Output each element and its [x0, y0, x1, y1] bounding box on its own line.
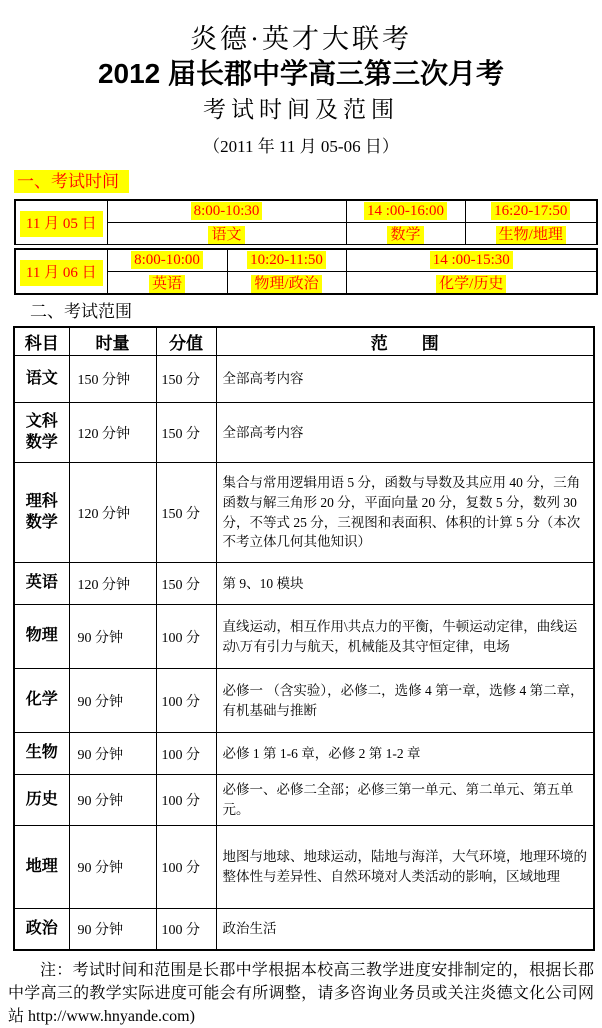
day2-slot3-subject-cell — [346, 272, 597, 295]
day1-time-row — [15, 200, 597, 223]
duration-value: 120 分钟 — [69, 563, 156, 605]
table-row-science-math — [14, 463, 594, 563]
range-text: 全部高考内容 — [216, 403, 594, 463]
score-value: 150 分 — [156, 403, 216, 463]
range-text: 全部高考内容 — [216, 356, 594, 403]
day1-slot2-time: 14 :00-16:00 — [364, 202, 447, 220]
duration-value: 90 分钟 — [69, 909, 156, 951]
exam-date-range: （2011 年 11 月 05-06 日） — [203, 137, 399, 156]
subject-name: 历史 — [14, 775, 69, 826]
day1-slot3-time: 16:20-17:50 — [491, 202, 570, 220]
table-row-chemistry — [14, 669, 594, 733]
day2-slot1-subject: 英语 — [149, 275, 185, 293]
table-row-politics — [14, 909, 594, 951]
day1-slot1-subject: 语文 — [208, 226, 244, 244]
scope-header-subject: 科目 — [14, 327, 69, 356]
subject-name: 地理 — [14, 826, 69, 909]
table-row-history — [14, 775, 594, 826]
section-exam-scope-heading: 二、考试范围 — [30, 302, 132, 321]
duration-value: 120 分钟 — [69, 403, 156, 463]
table-row-biology — [14, 733, 594, 775]
scope-header-row — [14, 327, 594, 356]
day1-slot3-subject: 生物/地理 — [496, 226, 566, 244]
duration-value: 90 分钟 — [69, 775, 156, 826]
day1-slot2-time-cell — [346, 200, 465, 223]
range-text: 直线运动，相互作用\共点力的平衡，牛顿运动定律，曲线运动\万有引力与航天，机械能及其守恒定律，电场 — [216, 605, 594, 669]
day1-slot2-subject: 数学 — [387, 226, 423, 244]
range-text: 地图与地球、地球运动，陆地与海洋，大气环境，地理环境的整体性与差异性、自然环境对人类活动的影响，区域地理 — [216, 826, 594, 909]
range-text: 政治生活 — [216, 909, 594, 951]
duration-value: 90 分钟 — [69, 605, 156, 669]
day2-slot2-time: 10:20-11:50 — [247, 251, 326, 269]
score-value: 100 分 — [156, 826, 216, 909]
day2-slot1-time: 8:00-10:00 — [131, 251, 203, 269]
day2-slot1-time-cell — [107, 249, 227, 272]
brand-title: 炎德·英才大联考 — [190, 24, 412, 54]
score-value: 150 分 — [156, 356, 216, 403]
scope-header-range: 范 围 — [216, 327, 594, 356]
day2-time-row — [15, 249, 597, 272]
table-row-chinese — [14, 356, 594, 403]
duration-value: 90 分钟 — [69, 826, 156, 909]
score-value: 100 分 — [156, 775, 216, 826]
range-text: 第 9、10 模块 — [216, 563, 594, 605]
day1-slot1-time: 8:00-10:30 — [191, 202, 263, 220]
day1-slot1-time-cell — [107, 200, 346, 223]
score-value: 100 分 — [156, 733, 216, 775]
duration-value: 150 分钟 — [69, 356, 156, 403]
day2-slot2-subject-cell — [227, 272, 346, 295]
exam-scope-table — [13, 326, 595, 951]
section-exam-time — [14, 171, 602, 192]
score-value: 100 分 — [156, 605, 216, 669]
duration-value: 90 分钟 — [69, 733, 156, 775]
day2-date-label: 11 月 06 日 — [20, 260, 103, 286]
day1-slot1-subject-cell — [107, 223, 346, 245]
subject-name: 理科数学 — [14, 463, 69, 563]
day2-slot2-subject: 物理/政治 — [251, 275, 321, 293]
subject-name: 物理 — [14, 605, 69, 669]
range-text: 必修一 （含实验），必修二，选修 4 第一章，选修 4 第二章，有机基础与推断 — [216, 669, 594, 733]
duration-value: 120 分钟 — [69, 463, 156, 563]
subject-name: 生物 — [14, 733, 69, 775]
day2-slot2-time-cell — [227, 249, 346, 272]
day1-slot3-time-cell — [465, 200, 597, 223]
subject-name: 政治 — [14, 909, 69, 951]
day2-slot3-time-cell — [346, 249, 597, 272]
scope-header-score: 分值 — [156, 327, 216, 356]
subject-name: 化学 — [14, 669, 69, 733]
day1-date-label: 11 月 05 日 — [20, 211, 103, 237]
exam-schedule-day1-table — [14, 199, 598, 245]
footer-note: 注：考试时间和范围是长郡中学根据本校高三教学进度安排制定的，根据长郡中学高三的教学实际进度可能会有所调整，请多咨询业务员或关注炎德文化公司网站 http://www.hnyande.com) — [8, 962, 594, 1025]
table-row-physics — [14, 605, 594, 669]
table-row-geography — [14, 826, 594, 909]
day1-slot2-subject-cell — [346, 223, 465, 245]
score-value: 150 分 — [156, 563, 216, 605]
table-row-english — [14, 563, 594, 605]
day2-slot3-subject: 化学/历史 — [436, 275, 506, 293]
scope-header-duration: 时量 — [69, 327, 156, 356]
section-exam-time-heading: 一、考试时间 — [14, 170, 129, 193]
table-row-liberal-math — [14, 403, 594, 463]
range-text: 必修一、必修二全部；必修三第一单元、第二单元、第五单元。 — [216, 775, 594, 826]
exam-schedule-day2-table — [14, 248, 598, 295]
subject-name: 语文 — [14, 356, 69, 403]
day2-date-cell — [15, 249, 107, 294]
day2-slot3-time: 14 :00-15:30 — [430, 251, 513, 269]
subtitle: 考试时间及范围 — [203, 97, 399, 122]
day1-date-cell — [15, 200, 107, 245]
score-value: 150 分 — [156, 463, 216, 563]
subject-name: 英语 — [14, 563, 69, 605]
day2-slot1-subject-cell — [107, 272, 227, 295]
subject-name: 文科数学 — [14, 403, 69, 463]
range-text: 集合与常用逻辑用语 5 分，函数与导数及其应用 40 分，三角函数与解三角形 20 分，平面向量 20 分，复数 5 分，数列 30 分，不等式 25 分，三视图和表面积、体积的计算 5 分（本次不考立体几何其他知识） — [216, 463, 594, 563]
exam-title: 2012 届长郡中学高三第三次月考 — [97, 58, 505, 89]
score-value: 100 分 — [156, 909, 216, 951]
duration-value: 90 分钟 — [69, 669, 156, 733]
day1-slot3-subject-cell — [465, 223, 597, 245]
range-text: 必修 1 第 1-6 章，必修 2 第 1-2 章 — [216, 733, 594, 775]
score-value: 100 分 — [156, 669, 216, 733]
